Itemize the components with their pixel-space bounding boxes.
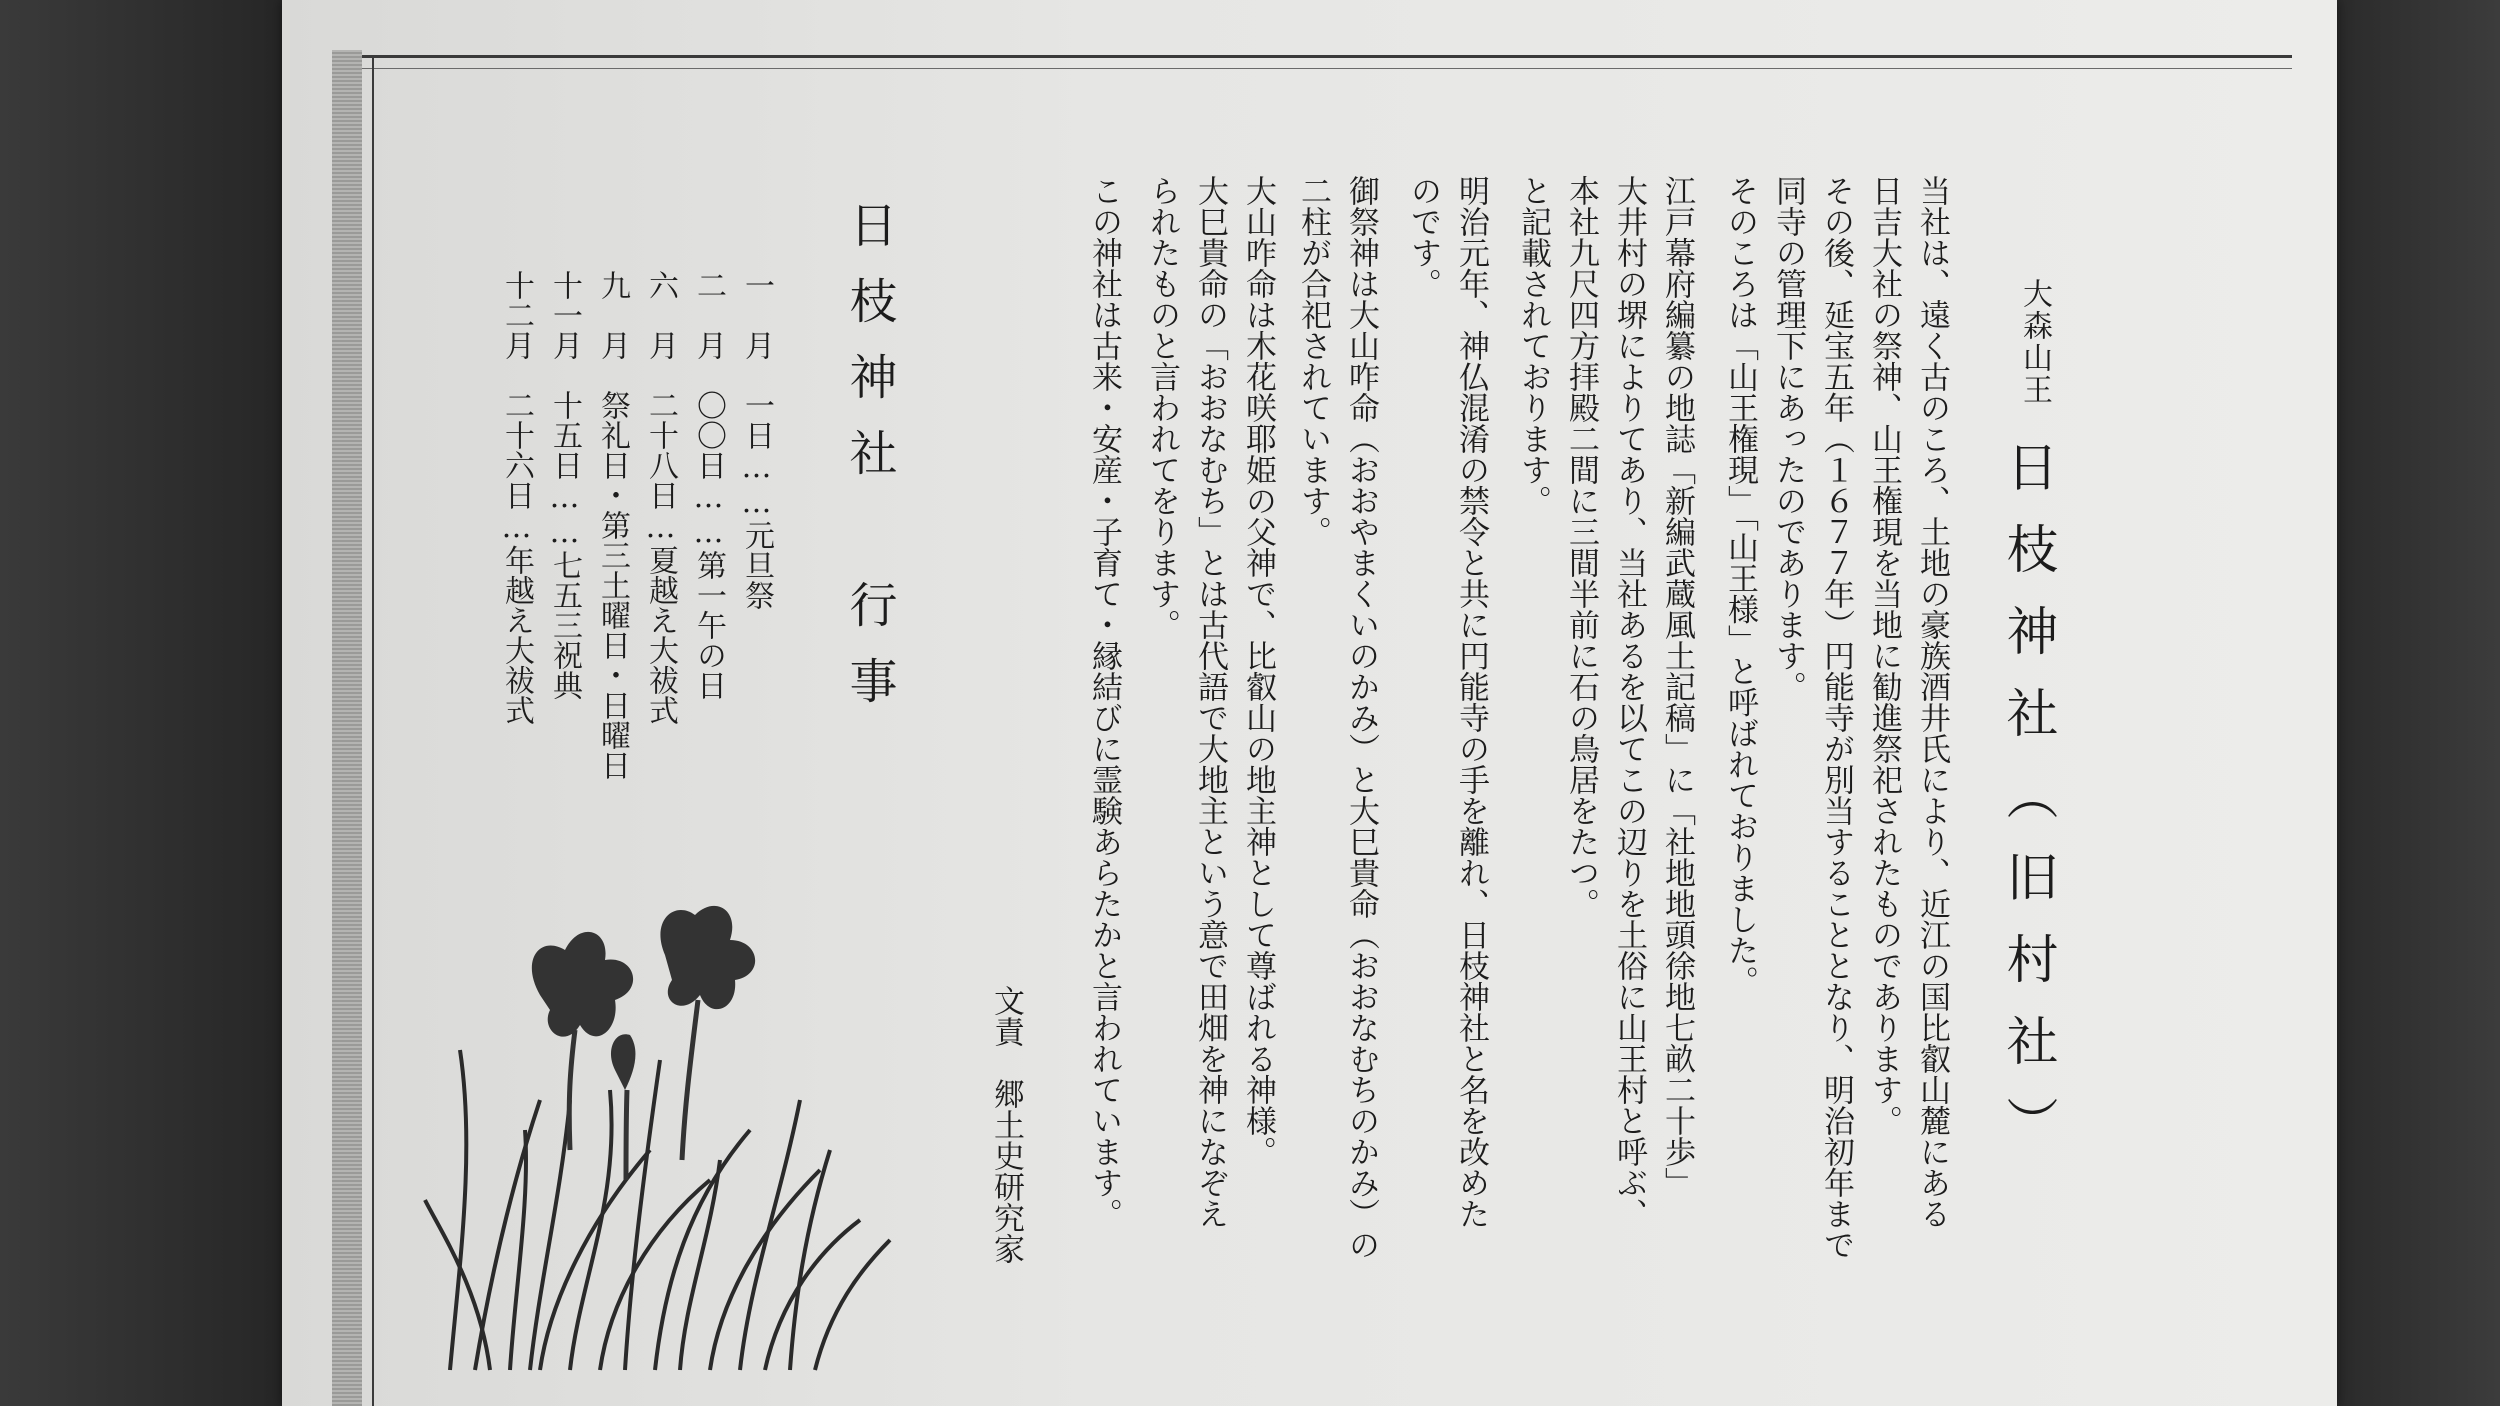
body-column: られたものと言われてをります。 (1144, 175, 1180, 640)
event-dots: …… (691, 480, 726, 550)
body-column: 明治元年、神仏混淆の禁令と共に円能寺の手を離れ、日枝神社と名を改めた (1453, 175, 1489, 1229)
event-dots: … (643, 510, 678, 545)
event-row (637, 270, 683, 725)
iris-flower-illustration (420, 900, 900, 1380)
page-border-inner-left (372, 58, 374, 1406)
dark-background-left (0, 0, 290, 1406)
body-column: のです。 (1405, 175, 1441, 299)
event-name: 夏越え大祓式 (643, 545, 678, 725)
events-title: 日枝神社 行事 (841, 200, 897, 732)
event-day: 祭礼日・第三土曜日・日曜日 (595, 390, 630, 780)
event-row (589, 270, 635, 780)
event-day: 十五日 (547, 390, 582, 480)
body-column: と記載されております。 (1515, 175, 1551, 516)
body-column: そのころは「山王権現」「山王様」と呼ばれておりました。 (1722, 175, 1758, 997)
body-column: 御祭神は大山咋命（おおやまくいのかみ）と大巳貴命（おおなむちのかみ）の (1343, 175, 1379, 1260)
event-month: 九 月 (595, 270, 630, 360)
body-column: 同寺の管理下にあったのであります。 (1770, 175, 1806, 702)
body-column: 大巳貴命の「おおなむち」とは古代語で大地主という意で田畑を神になぞえ (1192, 175, 1228, 1229)
event-row (541, 270, 587, 700)
page-border-left (332, 50, 362, 1406)
event-day: 二十八日 (643, 390, 678, 510)
body-column: この神社は古来・安産・子育て・縁結びに霊験あらたかと言われています。 (1086, 175, 1122, 1229)
event-name: 七五三祝典 (547, 550, 582, 700)
event-month: 十一月 (547, 270, 582, 360)
body-column: 日吉大社の祭神、山王権現を当地に勧進祭祀されたものであります。 (1866, 175, 1902, 1136)
body-column: その後、延宝五年（１６７７年）円能寺が別当することとなり、明治初年まで (1818, 175, 1854, 1260)
author-credit: 文責 郷土史研究家 (988, 985, 1024, 1264)
event-day: 〇〇日 (691, 390, 726, 480)
body-column: 大山咋命は木花咲耶姫の父神で、比叡山の地主神として尊ばれる神様。 (1240, 175, 1276, 1167)
event-row (493, 270, 539, 725)
event-row (733, 270, 779, 610)
page-border-top (362, 55, 2292, 69)
body-column: 本社九尺四方拝殿二間に三間半前に石の鳥居をたつ。 (1563, 175, 1599, 919)
dark-background-right (2330, 0, 2500, 1406)
body-column: 江戸幕府編纂の地誌「新編武蔵風土記稿」に「社地地頭徐地七畝二十歩」 (1659, 175, 1695, 1198)
event-month: 一 月 (739, 270, 774, 360)
event-day: 一日 (739, 390, 774, 450)
event-day: 二十六日 (499, 390, 534, 510)
event-dots: …… (739, 450, 774, 520)
event-month: 十二月 (499, 270, 534, 360)
event-name: 第一午の日 (691, 550, 726, 700)
event-row (685, 270, 731, 700)
page-title: 日枝神社（旧村社） (1997, 440, 2057, 1178)
body-column: 二柱が合祀されています。 (1295, 175, 1331, 547)
event-month: 六 月 (643, 270, 678, 360)
header-subtitle: 大森山王 (2017, 278, 2052, 406)
body-column: 当社は、遠く古のころ、土地の豪族酒井氏により、近江の国比叡山麓にある (1914, 175, 1950, 1229)
event-dots: …… (547, 480, 582, 550)
event-month: 二 月 (691, 270, 726, 360)
event-name: 元旦祭 (739, 520, 774, 610)
body-column: 大井村の堺によりてあり、当社あるを以てこの辺りを土俗に山王村と呼ぶ、 (1611, 175, 1647, 1229)
event-dots: … (499, 510, 534, 545)
event-name: 年越え大祓式 (499, 545, 534, 725)
